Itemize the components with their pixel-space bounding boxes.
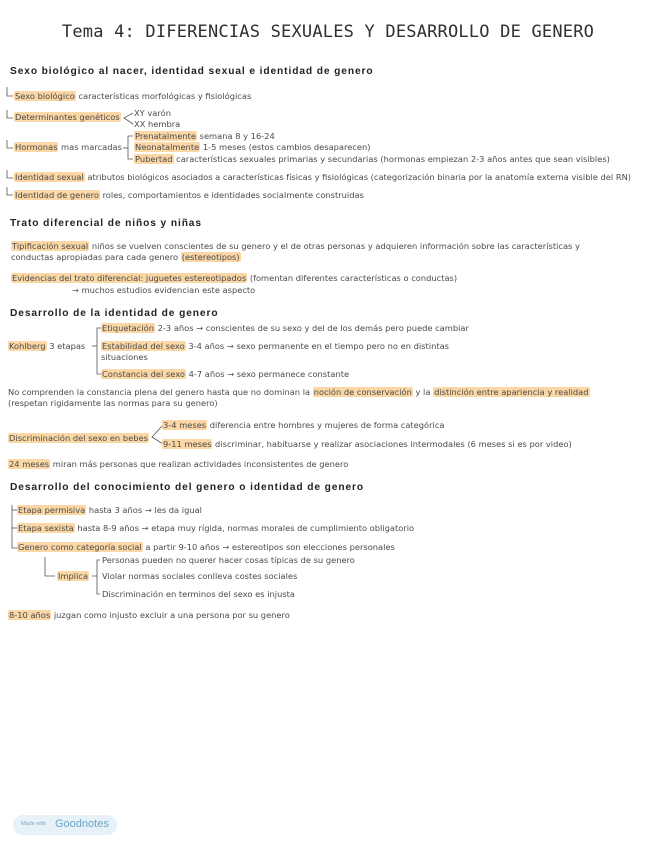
arrow-icon: → (227, 369, 235, 379)
line-3-4-meses (162, 420, 445, 431)
heading-conocimiento-genero: Desarrollo del conocimiento del genero o identidad de genero (10, 482, 365, 493)
line-discriminacion (8, 433, 149, 444)
line-hormonas (14, 142, 122, 153)
term-tipificacion: Tipificación sexual (12, 241, 89, 251)
term-conservacion: noción de conservación (313, 387, 412, 397)
term-constancia: Constancia del sexo (102, 369, 185, 379)
arrow-icon: → (226, 341, 234, 351)
line-identidad-sexual (14, 172, 631, 183)
text-3-4-meses: diferencia entre hombres y mujeres de forma categórica (209, 420, 445, 430)
line-tipificacion-1 (11, 241, 580, 252)
implica-item-2: Violar normas sociales conlleva costes sociales (102, 571, 298, 581)
line-prenatal (134, 131, 275, 142)
text-estabilidad: 3-4 años (188, 341, 225, 351)
result-permisiva: les da igual (154, 505, 202, 515)
result-categoria: estereotipos son elecciones personales (231, 542, 395, 552)
term-determinantes: Determinantes genéticos (15, 112, 120, 122)
text-identidad-sexual: atributos biológicos asociados a características físicas y fisiológicas (categorización binaria por la anatomía externa visible del RN) (87, 172, 632, 182)
heading-trato-diferencial: Trato diferencial de niños y niñas (10, 218, 202, 229)
term-sexo-biologico: Sexo biológico (15, 91, 75, 101)
text-kohlberg: 3 etapas (49, 341, 86, 351)
arrow-icon: → (72, 285, 79, 295)
term-evidencias: Evidencias del trato diferencial: juguetes estereotipados (12, 273, 247, 283)
arrow-icon: → (222, 542, 230, 552)
text-constancia: 4-7 años (188, 369, 225, 379)
text-pubertad: características sexuales primarias y secundarias (hormonas empiezan 2-3 años antes que sean visibles) (176, 154, 610, 164)
term-implica: Implica (58, 571, 89, 581)
xy-varon: XY varón (134, 108, 171, 118)
term-24-meses: 24 meses (9, 459, 50, 469)
line-constancia (101, 369, 349, 380)
line-sexo-biologico (14, 91, 251, 102)
term-estereotipos: (estereotipos) (181, 252, 240, 262)
line-kohlberg (8, 341, 85, 352)
text-8-10-anos: juzgan como injusto excluir a una persona por su genero (53, 610, 290, 620)
term-9-11-meses: 9-11 meses (163, 439, 212, 449)
term-kohlberg: Kohlberg (9, 341, 46, 351)
term-identidad-sexual: Identidad sexual (15, 172, 84, 182)
term-3-4-meses: 3-4 meses (163, 420, 207, 430)
term-pubertad: Pubertad (135, 154, 173, 164)
xx-hembra: XX hembra (134, 119, 181, 129)
line-estabilidad-2: situaciones (101, 352, 148, 362)
line-nocomprenden-2: (respetan rigidamente las normas para su genero) (8, 398, 218, 408)
result-constancia: sexo permanece constante (236, 369, 350, 379)
result-etiquetacion: conscientes de su sexo y del de los demás pero puede cambiar (205, 323, 469, 333)
text-tipificacion-2: conductas apropiadas para cada genero (11, 252, 179, 262)
line-permisiva (17, 505, 202, 516)
arrow-icon: → (144, 505, 152, 515)
term-sexista: Etapa sexista (18, 523, 74, 533)
term-8-10-anos: 8-10 años (9, 610, 51, 620)
term-estabilidad: Estabilidad del sexo (102, 341, 185, 351)
text-identidad-genero: roles, comportamientos e identidades socialmente construidas (102, 190, 364, 200)
implica-item-1: Personas pueden no querer hacer cosas típicas de su genero (102, 555, 355, 565)
result-estabilidad: sexo permanente en el tiempo pero no en distintas (236, 341, 449, 351)
line-implica (57, 571, 89, 582)
line-identidad-genero (14, 190, 364, 201)
line-pubertad (134, 154, 610, 165)
text-evidencias: (fomentan diferentes características o conductas) (249, 273, 458, 283)
result-sexista: etapa muy rígida, normas morales de cumplimiento obligatorio (151, 523, 415, 533)
term-discriminacion: Discriminación del sexo en bebes (9, 433, 148, 443)
line-nocomprenden-1 (8, 387, 590, 398)
page-title: Tema 4: DIFERENCIAS SEXUALES Y DESARROLLO DE GENERO (61, 22, 595, 42)
text-prenatal: semana 8 y 16-24 (199, 131, 275, 141)
text-tipificacion-1: niños se vuelven conscientes de su genero y el de otras personas y adquieren información sobre las características y (91, 241, 580, 251)
line-8-10-anos (8, 610, 290, 621)
arrow-icon: → (196, 323, 204, 333)
text-24-meses: miran más personas que realizan actividades inconsistentes de genero (52, 459, 349, 469)
line-tipificacion-2 (11, 252, 241, 263)
heading-sexo-biologico: Sexo biológico al nacer, identidad sexual e identidad de genero (10, 66, 374, 77)
text-estudios: muchos estudios evidencian este aspecto (81, 285, 256, 295)
line-evidencias (11, 273, 457, 284)
line-etiquetacion (101, 323, 469, 334)
arrow-icon: → (141, 523, 149, 533)
text-categoria: a partir 9-10 años (145, 542, 220, 552)
term-apariencia-realidad: distinción entre apariencia y realidad (434, 387, 589, 397)
text-hormonas: mas marcadas (61, 142, 122, 152)
text-etiquetacion: 2-3 años (157, 323, 194, 333)
line-sexista (17, 523, 414, 534)
goodnotes-badge (13, 815, 117, 835)
term-identidad-genero: Identidad de genero (15, 190, 99, 200)
implica-item-3: Discriminación en terminos del sexo es injusta (102, 589, 295, 599)
term-prenatal: Prenatalmente (135, 131, 196, 141)
term-etiquetacion: Etiquetación (102, 323, 154, 333)
line-neonatal (134, 142, 371, 153)
badge-made-with: Made with (21, 821, 47, 827)
line-24-meses (8, 459, 348, 470)
line-9-11-meses (162, 439, 572, 450)
text-nocomprenden-a: No comprenden la constancia plena del genero hasta que no dominan la (8, 387, 311, 397)
term-permisiva: Etapa permisiva (18, 505, 86, 515)
text-neonatal: 1-5 meses (estos cambios desaparecen) (202, 142, 371, 152)
heading-desarrollo-identidad: Desarrollo de la identidad de genero (10, 308, 219, 319)
text-sexista: hasta 8-9 años (77, 523, 139, 533)
line-estabilidad (101, 341, 449, 352)
badge-brand: Goodnotes (55, 818, 109, 830)
text-sexo-biologico: características morfológicas y fisiológicas (78, 91, 252, 101)
term-categoria: Genero como categoría social (18, 542, 142, 552)
line-estudios (72, 285, 255, 296)
line-categoria (17, 542, 395, 553)
term-hormonas: Hormonas (15, 142, 58, 152)
text-9-11-meses: discriminar, habituarse y realizar asociaciones intermodales (6 meses si es por video) (215, 439, 572, 449)
text-nocomprenden-b: y la (415, 387, 431, 397)
text-permisiva: hasta 3 años (88, 505, 143, 515)
term-neonatal: Neonatalmente (135, 142, 200, 152)
line-determinantes (14, 112, 121, 123)
